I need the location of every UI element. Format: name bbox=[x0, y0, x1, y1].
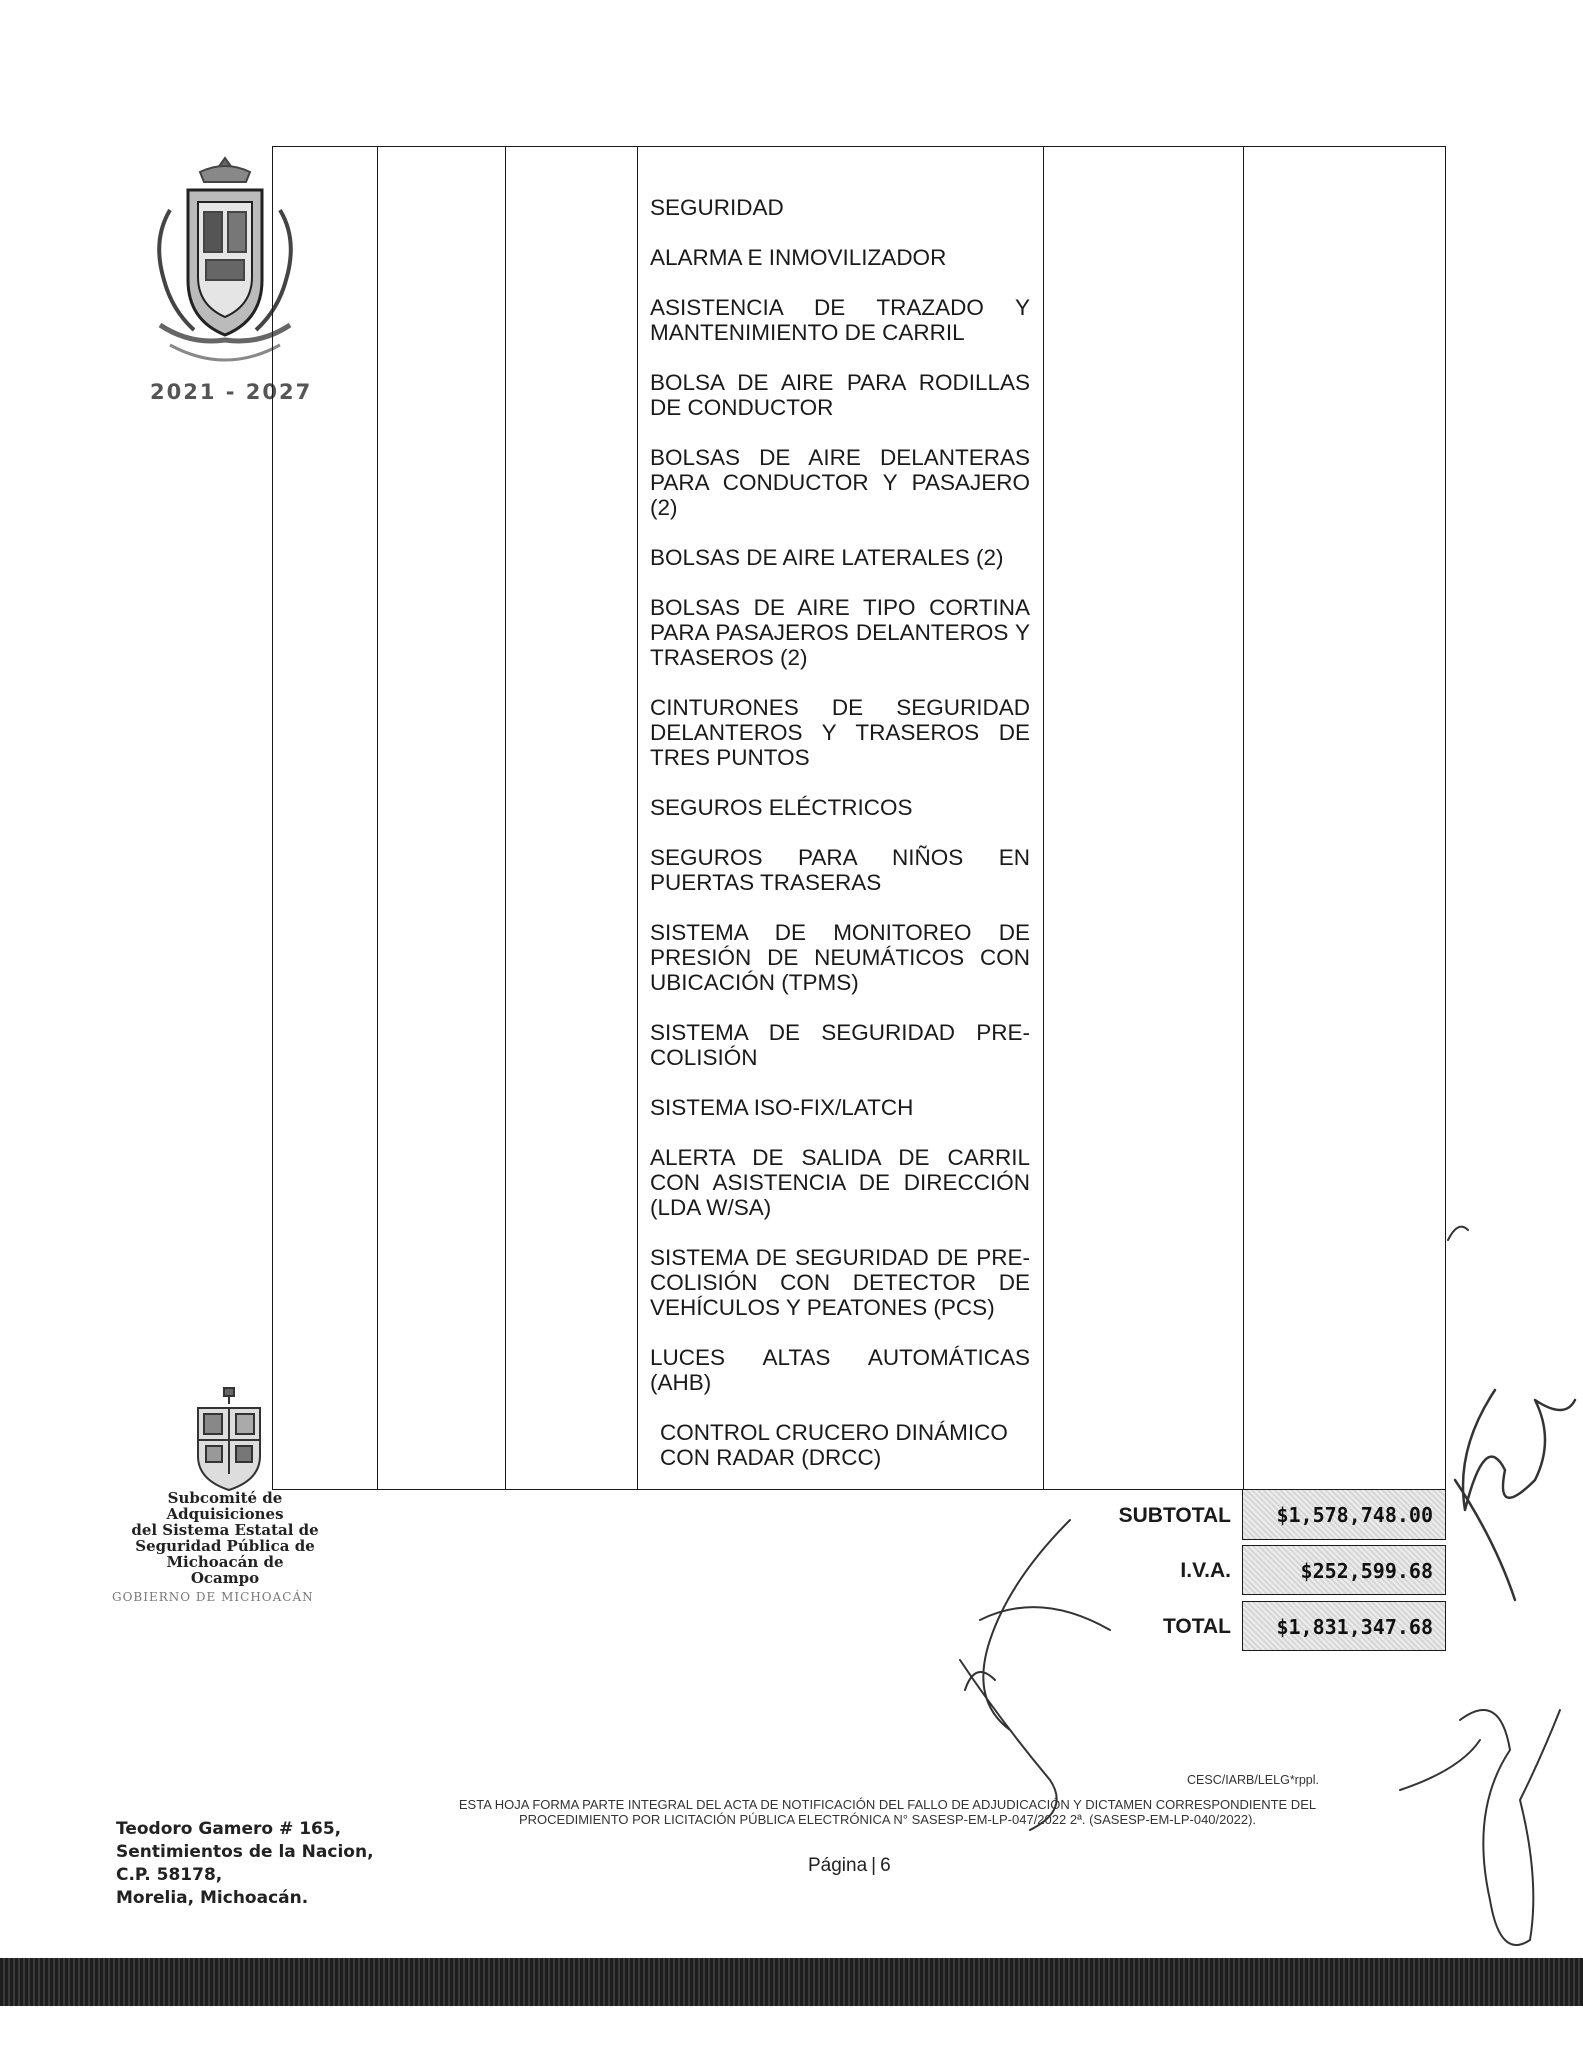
signature-center bbox=[960, 1520, 1110, 1830]
reference-code: CESC/IARB/LELG*rppl. bbox=[1187, 1773, 1319, 1787]
iva-label: I.V.A. bbox=[1180, 1559, 1231, 1582]
gobierno-label: GOBIERNO DE MICHOACÁN bbox=[112, 1590, 314, 1604]
footer-note bbox=[440, 1797, 1335, 1827]
signature-right-mark bbox=[1400, 1227, 1480, 1790]
subcomite-line: Adquisiciones bbox=[166, 1505, 284, 1523]
feature-item: SISTEMA DE MONITOREO DE PRESIÓN DE NEUMÁTICOS CON UBICACIÓN (TPMS) bbox=[650, 920, 1030, 995]
feature-item: LUCES ALTAS AUTOMÁTICAS (AHB) bbox=[650, 1345, 1030, 1395]
subtotal-value: $1,578,748.00 bbox=[1242, 1490, 1446, 1540]
feature-item: BOLSAS DE AIRE TIPO CORTINA PARA PASAJEROS DELANTEROS Y TRASEROS (2) bbox=[650, 595, 1030, 670]
year-range: 2021 - 2027 bbox=[150, 380, 313, 404]
page-number: Página | 6 bbox=[808, 1855, 891, 1876]
feature-item: SEGUROS ELÉCTRICOS bbox=[650, 795, 913, 820]
feature-item: CONTROL CRUCERO DINÁMICO CON RADAR (DRCC) bbox=[660, 1420, 1008, 1470]
total-value: $1,831,347.68 bbox=[1242, 1601, 1446, 1651]
total-label: TOTAL bbox=[1162, 1615, 1231, 1638]
subcomite-line: Ocampo bbox=[190, 1569, 260, 1587]
address-line: Teodoro Gamero # 165, bbox=[116, 1819, 342, 1839]
subcomite-line: Subcomité de bbox=[167, 1489, 283, 1507]
subcomite-line: Michoacán de bbox=[166, 1553, 284, 1571]
subcomite-line: del Sistema Estatal de bbox=[131, 1521, 319, 1539]
feature-item: BOLSAS DE AIRE DELANTERAS PARA CONDUCTOR Y PASAJERO (2) bbox=[650, 445, 1030, 520]
subtotal-label: SUBTOTAL bbox=[1118, 1504, 1231, 1527]
feature-item: SISTEMA DE SEGURIDAD DE PRE-COLISIÓN CON DETECTOR DE VEHÍCULOS Y PEATONES (PCS) bbox=[650, 1245, 1030, 1320]
footer-note-line: PROCEDIMIENTO POR LICITACIÓN PÚBLICA ELECTRÓNICA N° SASESP-EM-LP-047/2022 2ª. (SASESP-EM-LP-040/2022). bbox=[518, 1812, 1257, 1827]
address-line: Morelia, Michoacán. bbox=[116, 1888, 309, 1908]
feature-item: ASISTENCIA DE TRAZADO Y MANTENIMIENTO DE CARRIL bbox=[650, 295, 1030, 345]
address-line: Sentimientos de la Nacion, bbox=[116, 1842, 374, 1862]
feature-item: BOLSAS DE AIRE LATERALES (2) bbox=[650, 545, 1004, 570]
subcomite-line: Seguridad Pública de bbox=[135, 1537, 315, 1555]
footer-note-line: ESTA HOJA FORMA PARTE INTEGRAL DEL ACTA DE NOTIFICACIÓN DEL FALLO DE ADJUDICACIÓN Y DICTAMEN CORRESPONDIENTE DEL bbox=[458, 1797, 1317, 1812]
feature-item: SEGUROS PARA NIÑOS EN PUERTAS TRASERAS bbox=[650, 845, 1030, 895]
page-label: Página bbox=[808, 1855, 868, 1876]
feature-item: SISTEMA ISO-FIX/LATCH bbox=[650, 1095, 914, 1120]
feature-item: BOLSA DE AIRE PARA RODILLAS DE CONDUCTOR bbox=[650, 370, 1030, 420]
page-number-value: 6 bbox=[880, 1855, 891, 1876]
feature-item: ALARMA E INMOVILIZADOR bbox=[650, 245, 947, 270]
address bbox=[116, 1818, 374, 1910]
feature-item: CINTURONES DE SEGURIDAD DELANTEROS Y TRASEROS DE TRES PUNTOS bbox=[650, 695, 1030, 770]
address-line: C.P. 58178, bbox=[116, 1865, 223, 1885]
feature-item: ALERTA DE SALIDA DE CARRIL CON ASISTENCIA DE DIRECCIÓN (LDA W/SA) bbox=[650, 1145, 1030, 1220]
signature-right-top bbox=[1455, 1390, 1575, 1600]
footer-band bbox=[0, 1958, 1583, 2006]
iva-value: $252,599.68 bbox=[1242, 1545, 1446, 1595]
feature-item: SEGURIDAD bbox=[650, 195, 784, 220]
feature-item: SISTEMA DE SEGURIDAD PRE-COLISIÓN bbox=[650, 1020, 1030, 1070]
